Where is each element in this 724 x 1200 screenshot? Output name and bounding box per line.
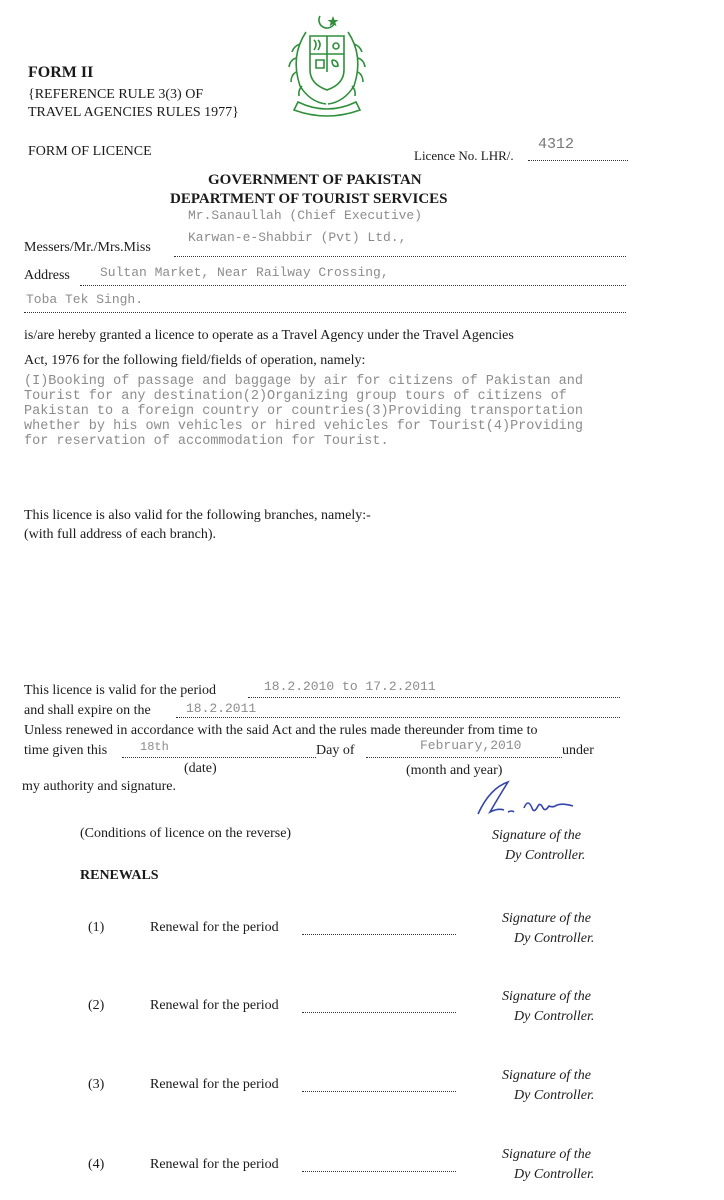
renewal-number: (4)	[88, 1157, 105, 1172]
valid-period-dotline	[248, 697, 620, 698]
fields-line-2: Tourist for any destination(2)Organizing group tours of citizens of	[24, 389, 567, 404]
signature-title-line-1: Signature of the	[492, 828, 581, 843]
renewal-number: (3)	[88, 1077, 105, 1092]
fields-line-3: Pakistan to a foreign country or countries(3)Providing transportation	[24, 404, 583, 419]
renewal-signature-line-2: Dy Controller.	[514, 1167, 595, 1182]
licensee-name-line-2: Karwan-e-Shabbir (Pvt) Ltd.,	[188, 230, 407, 245]
fields-line-1: (I)Booking of passage and baggage by air for citizens of Pakistan and	[24, 374, 583, 389]
form-of-licence-label: FORM OF LICENCE	[28, 144, 152, 159]
licence-no-dotline	[528, 160, 628, 161]
signature-title-line-2: Dy Controller.	[505, 848, 586, 863]
address-line-1: Sultan Market, Near Railway Crossing,	[100, 265, 389, 280]
reference-line-1: {REFERENCE RULE 3(3) OF	[28, 87, 204, 102]
address-dotline-1	[80, 285, 626, 286]
renewal-signature-line-1: Signature of the	[502, 1068, 591, 1083]
renewal-signature-line-2: Dy Controller.	[514, 1088, 595, 1103]
day-dotline	[122, 757, 316, 758]
month-value: February,2010	[420, 738, 522, 753]
valid-period-value: 18.2.2010 to 17.2.2011	[264, 679, 436, 694]
expire-value: 18.2.2011	[186, 701, 257, 716]
address-label: Address	[24, 268, 70, 283]
renewal-dotline	[302, 1171, 456, 1172]
branches-line-1: This licence is also valid for the following branches, namely:-	[24, 508, 371, 523]
day-value: 18th	[140, 740, 169, 754]
month-caption: (month and year)	[406, 763, 503, 778]
renew-text: Unless renewed in accordance with the said Act and the rules made thereunder from time to	[24, 723, 538, 738]
renewal-label: Renewal for the period	[150, 1077, 279, 1092]
messers-label: Messers/Mr./Mrs.Miss	[24, 240, 151, 255]
renewal-signature-line-2: Dy Controller.	[514, 1009, 595, 1024]
renewal-label: Renewal for the period	[150, 998, 279, 1013]
state-emblem-icon	[276, 12, 378, 122]
time-given-label: time given this	[24, 743, 108, 758]
department-title: DEPARTMENT OF TOURIST SERVICES	[170, 191, 448, 207]
renewal-label: Renewal for the period	[150, 1157, 279, 1172]
grant-text-line-1: is/are hereby granted a licence to operate as a Travel Agency under the Travel Agencies	[24, 328, 514, 343]
renewal-number: (1)	[88, 920, 105, 935]
licence-no-label: Licence No. LHR/.	[414, 148, 514, 163]
form-title: FORM II	[28, 64, 94, 81]
address-dotline-2	[24, 312, 626, 313]
government-title: GOVERNMENT OF PAKISTAN	[208, 172, 422, 188]
renewals-title: RENEWALS	[80, 868, 159, 883]
renewal-dotline	[302, 1012, 456, 1013]
licensee-name-line-1: Mr.Sanaullah (Chief Executive)	[188, 208, 423, 223]
licence-no-value: 4312	[538, 136, 575, 153]
renewal-signature-line-2: Dy Controller.	[514, 931, 595, 946]
date-caption: (date)	[184, 761, 217, 776]
valid-period-label: This licence is valid for the period	[24, 683, 217, 698]
messers-dotline	[174, 256, 626, 257]
under-label: under	[562, 743, 594, 758]
handwritten-signature	[468, 778, 598, 822]
conditions-note: (Conditions of licence on the reverse)	[80, 826, 292, 841]
month-dotline	[366, 757, 562, 758]
renewal-label: Renewal for the period	[150, 920, 279, 935]
reference-line-2: TRAVEL AGENCIES RULES 1977}	[28, 105, 239, 120]
fields-line-5: for reservation of accommodation for Tourist.	[24, 434, 389, 449]
day-of-label: Day of	[316, 743, 355, 758]
renewal-number: (2)	[88, 998, 105, 1013]
grant-text-line-2: Act, 1976 for the following field/fields of operation, namely:	[24, 353, 366, 368]
renewal-signature-line-1: Signature of the	[502, 1147, 591, 1162]
branches-line-2: (with full address of each branch).	[24, 527, 217, 542]
renewal-dotline	[302, 1091, 456, 1092]
fields-line-4: whether by his own vehicles or hired vehicles for Tourist(4)Providing	[24, 419, 583, 434]
renewal-signature-line-1: Signature of the	[502, 911, 591, 926]
expire-dotline	[176, 717, 620, 718]
expire-label: and shall expire on the	[24, 703, 151, 718]
renewal-dotline	[302, 934, 456, 935]
address-line-2: Toba Tek Singh.	[26, 292, 144, 307]
renewal-signature-line-1: Signature of the	[502, 989, 591, 1004]
authority-text: my authority and signature.	[22, 779, 176, 794]
